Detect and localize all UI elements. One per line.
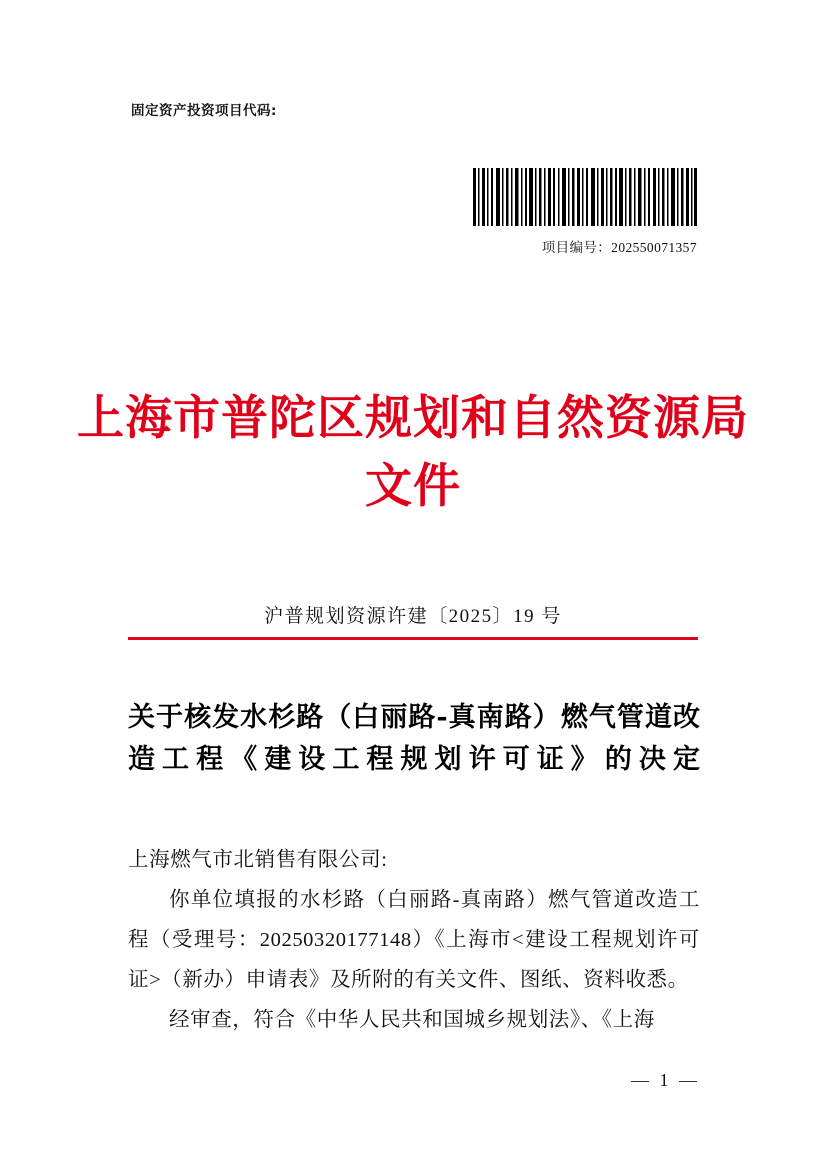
document-body (128, 840, 700, 1040)
page-number: — 1 — (631, 1070, 700, 1090)
page-title-line1: 上海市普陀区规划和自然资源局 (77, 391, 749, 446)
barcode (473, 168, 697, 226)
body-recipient: 上海燃气市北销售有限公司: (128, 849, 388, 871)
body-paragraph-2: 经审查，符合《中华人民共和国城乡规划法》、《上海 (169, 1009, 655, 1031)
red-divider (128, 637, 698, 640)
page-title (0, 385, 826, 521)
document-number: 沪普规划资源许建〔2025〕19 号 (264, 606, 562, 627)
document-heading: 关于核发水杉路（白丽路-真南路）燃气管道改造工程《建设工程规划许可证》的决定 (128, 702, 700, 775)
page-title-line2: 文件 (365, 459, 461, 514)
body-paragraph-1: 你单位填报的水杉路（白丽路-真南路）燃气管道改造工程（受理号：20250320177148）《上海市<建设工程规划许可证>（新办）申请表》及所附的有关文件、图纸、资料收悉。 (128, 889, 700, 991)
investment-project-code-label: 固定资产投资项目代码: (131, 103, 277, 119)
barcode-icon (473, 168, 697, 226)
project-number: 项目编号：202550071357 (541, 240, 697, 255)
